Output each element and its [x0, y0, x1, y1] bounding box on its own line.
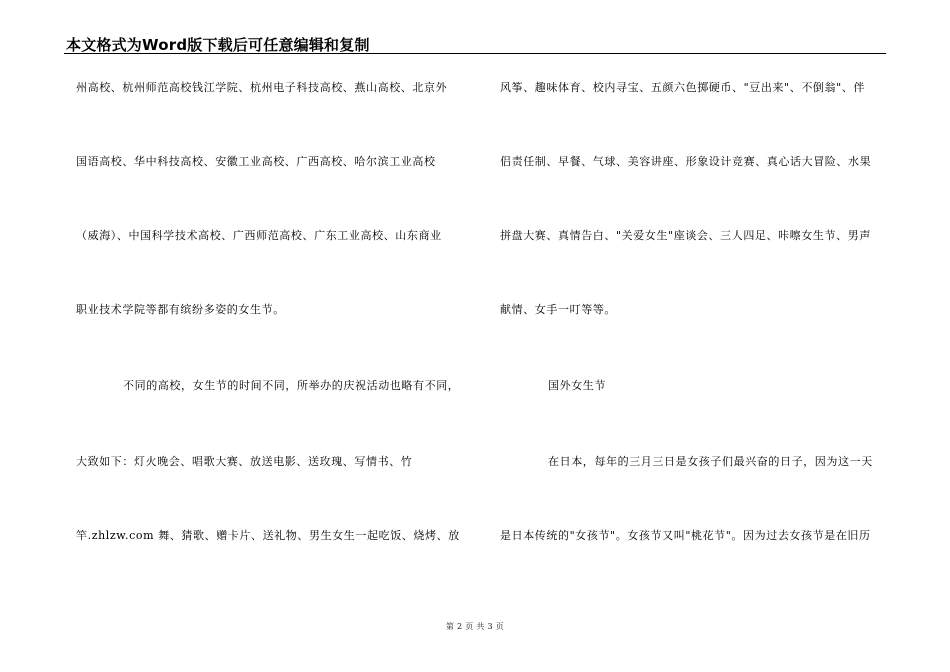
header-divider — [64, 53, 886, 54]
left-paragraph-indent-line: 不同的高校，女生节的时间不同，所举办的庆祝活动也略有不同， — [123, 379, 460, 392]
left-line-1: 州高校、杭州师范高校钱江学院、杭州电子科技高校、燕山高校、北京外 — [76, 81, 448, 94]
right-line-7: 是日本传统的"女孩节"。女孩节又叫"桃花节"。因为过去女孩节是在旧历 — [500, 529, 871, 542]
right-line-2: 侣责任制、早餐、气球、美容讲座、形象设计竞赛、真心话大冒险、水果 — [500, 155, 872, 168]
document-header-title: 本文格式为Word版下载后可任意编辑和复制 — [66, 36, 370, 54]
page-number-footer: 第 2 页 共 3 页 — [445, 622, 505, 631]
right-line-4: 献情、女手一叮等等。 — [500, 303, 616, 316]
left-line-4: 职业技术学院等都有缤纷多姿的女生节。 — [76, 303, 285, 316]
right-paragraph-indent-line: 在日本，每年的三月三日是女孩子们最兴奋的日子，因为这一天 — [548, 455, 873, 468]
right-line-3: 拼盘大赛、真情告白、"关爱女生"座谈会、三人四足、咔嚓女生节、男声 — [500, 229, 871, 242]
left-line-2: 国语高校、华中科技高校、安徽工业高校、广西高校、哈尔滨工业高校 — [76, 155, 436, 168]
left-line-3: （威海）、中国科学技术高校、广西师范高校、广东工业高校、山东商业 — [76, 229, 442, 242]
right-line-1: 风筝、趣味体育、校内寻宝、五颜六色掷硬币、"豆出来"、不倒翁"、伴 — [500, 81, 865, 94]
section-heading-overseas: 国外女生节 — [548, 379, 606, 392]
left-line-7: 竿.zhlzw.com 舞、猜歌、赠卡片、送礼物、男生女生一起吃饭、烧烤、放 — [76, 529, 460, 542]
left-line-6: 大致如下：灯火晚会、唱歌大赛、放送电影、送玫瑰、写情书、竹 — [76, 455, 413, 468]
